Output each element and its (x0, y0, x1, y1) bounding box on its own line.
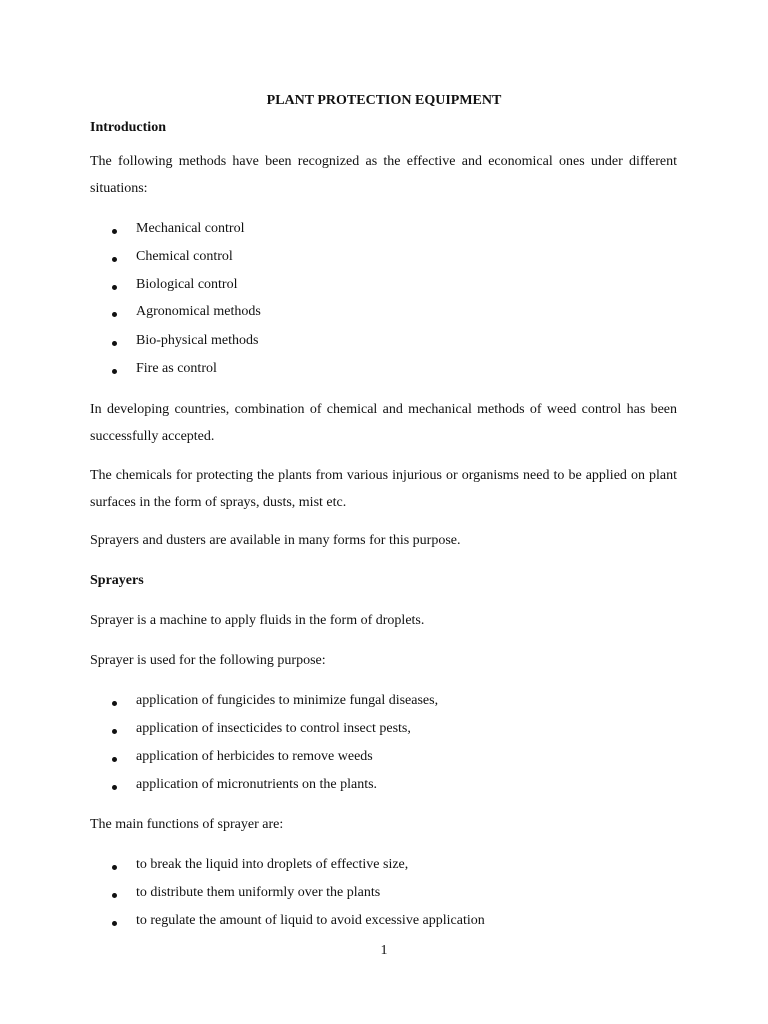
introduction-heading: Introduction (90, 120, 166, 135)
bullet-icon (112, 285, 117, 290)
bullet-icon (112, 701, 117, 706)
list-item-label: to distribute them uniformly over the plants (136, 885, 381, 900)
list-item-label: Fire as control (136, 361, 217, 376)
document-title: PLANT PROTECTION EQUIPMENT (266, 93, 502, 108)
paragraph-chemicals: The chemicals for protecting the plants from various injurious or organisms need to be applied on plant surfaces in the form of sprays, dusts, mist etc. (90, 468, 677, 510)
functions-intro: The main functions of sprayer are: (90, 817, 284, 832)
bullet-icon (112, 757, 117, 762)
paragraph-sprayers-dusters: Sprayers and dusters are available in many forms for this purpose. (90, 533, 461, 548)
page-number: 1 (380, 943, 388, 958)
list-item-label: application of herbicides to remove weeds (136, 749, 373, 764)
sprayer-definition: Sprayer is a machine to apply fluids in the form of droplets. (90, 613, 425, 628)
bullet-icon (112, 785, 117, 790)
list-item-label: application of insecticides to control insect pests, (136, 721, 411, 736)
list-item-label: Biological control (136, 277, 238, 292)
list-item-label: Agronomical methods (136, 304, 261, 319)
intro-paragraph: The following methods have been recognized as the effective and economical ones under different situations: (90, 154, 677, 196)
list-item-label: Mechanical control (136, 221, 245, 236)
bullet-icon (112, 729, 117, 734)
bullet-icon (112, 921, 117, 926)
bullet-icon (112, 312, 117, 317)
list-item-label: to regulate the amount of liquid to avoid excessive application (136, 913, 485, 928)
list-item-label: Bio-physical methods (136, 333, 259, 348)
list-item-label: Chemical control (136, 249, 233, 264)
bullet-icon (112, 257, 117, 262)
bullet-icon (112, 893, 117, 898)
list-item-label: application of micronutrients on the plants. (136, 777, 378, 792)
list-item-label: application of fungicides to minimize fungal diseases, (136, 693, 439, 708)
bullet-icon (112, 341, 117, 346)
paragraph-developing-countries: In developing countries, combination of chemical and mechanical methods of weed control has been successfully accepted. (90, 402, 677, 444)
bullet-icon (112, 229, 117, 234)
sprayers-heading: Sprayers (90, 573, 144, 588)
list-item-label: to break the liquid into droplets of effective size, (136, 857, 409, 872)
bullet-icon (112, 369, 117, 374)
sprayer-purpose-intro: Sprayer is used for the following purpose: (90, 653, 326, 668)
bullet-icon (112, 865, 117, 870)
